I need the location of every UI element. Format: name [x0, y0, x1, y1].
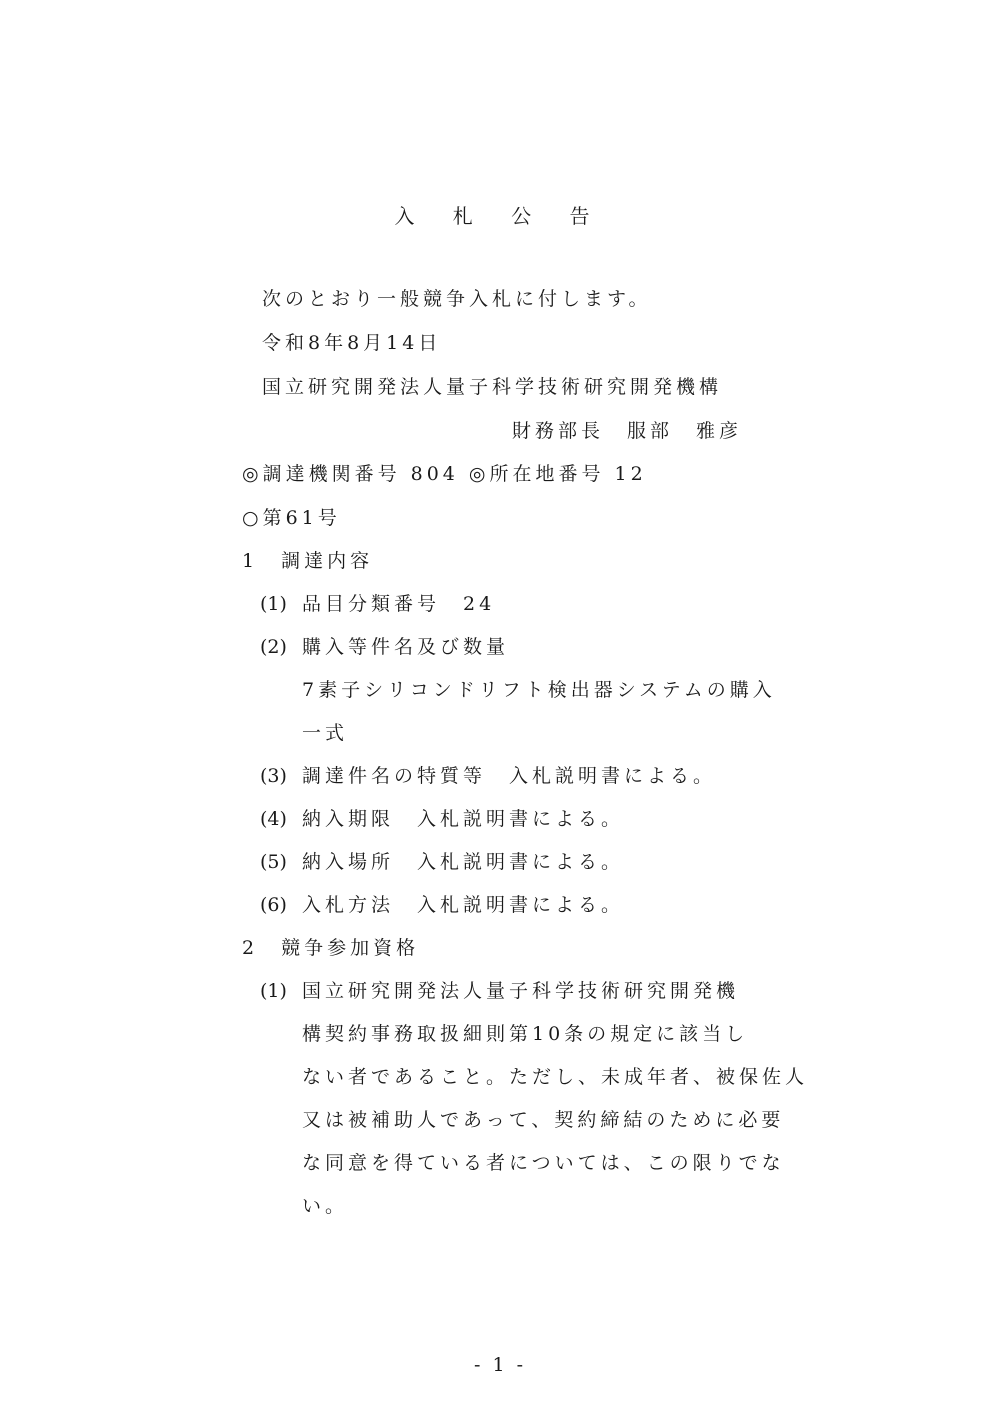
item-text: 品目分類番号 24 — [302, 593, 496, 615]
item-text: 国立研究開発法人量子科学技術研究開発機 — [302, 980, 740, 1002]
list-item — [260, 849, 624, 875]
list-item — [260, 634, 509, 660]
section-1-heading: 1 調達内容 — [242, 550, 374, 572]
item-number: (3) — [260, 765, 287, 787]
item-text: 入札方法 入札説明書による。 — [302, 894, 625, 916]
item-text: 納入期限 入札説明書による。 — [302, 808, 625, 830]
item-text: 購入等件名及び数量 — [302, 636, 510, 658]
item-number: (6) — [260, 894, 287, 916]
list-item — [260, 763, 716, 789]
item-text-continued: ない者であること。ただし、未成年者、被保佐人 — [302, 1066, 809, 1088]
notice-date: 令和8年8月14日 — [262, 332, 442, 354]
procurement-codes: ◎調達機関番号 804 ◎所在地番号 12 — [242, 463, 647, 485]
notice-number: ○第61号 — [242, 507, 341, 529]
organization-name: 国立研究開発法人量子科学技術研究開発機構 — [262, 376, 723, 398]
official-name: 財務部長 服部 雅彦 — [512, 420, 743, 442]
list-item — [260, 978, 739, 1004]
page-number: - 1 - — [473, 1354, 526, 1376]
item-number: (5) — [260, 851, 287, 873]
list-item — [260, 591, 495, 617]
item-number: (1) — [260, 593, 287, 615]
list-item — [260, 806, 624, 832]
item-detail: 7素子シリコンドリフト検出器システムの購入 — [302, 679, 776, 701]
item-number: (2) — [260, 636, 287, 658]
list-item — [260, 892, 624, 918]
item-text-continued: 構契約事務取扱細則第10条の規定に該当し — [302, 1023, 749, 1045]
section-2-heading: 2 競争参加資格 — [242, 937, 420, 959]
item-text-continued: 又は被補助人であって、契約締結のために必要 — [302, 1109, 785, 1131]
intro-text: 次のとおり一般競争入札に付します。 — [262, 288, 652, 310]
item-text-continued: い。 — [302, 1195, 349, 1217]
item-text-continued: な同意を得ている者については、この限りでな — [302, 1152, 785, 1174]
item-number: (4) — [260, 808, 287, 830]
item-text: 納入場所 入札説明書による。 — [302, 851, 625, 873]
item-text: 調達件名の特質等 入札説明書による。 — [302, 765, 717, 787]
item-detail: 一式 — [302, 722, 349, 744]
item-number: (1) — [260, 980, 287, 1002]
document-title: 入 札 公 告 — [394, 204, 606, 228]
